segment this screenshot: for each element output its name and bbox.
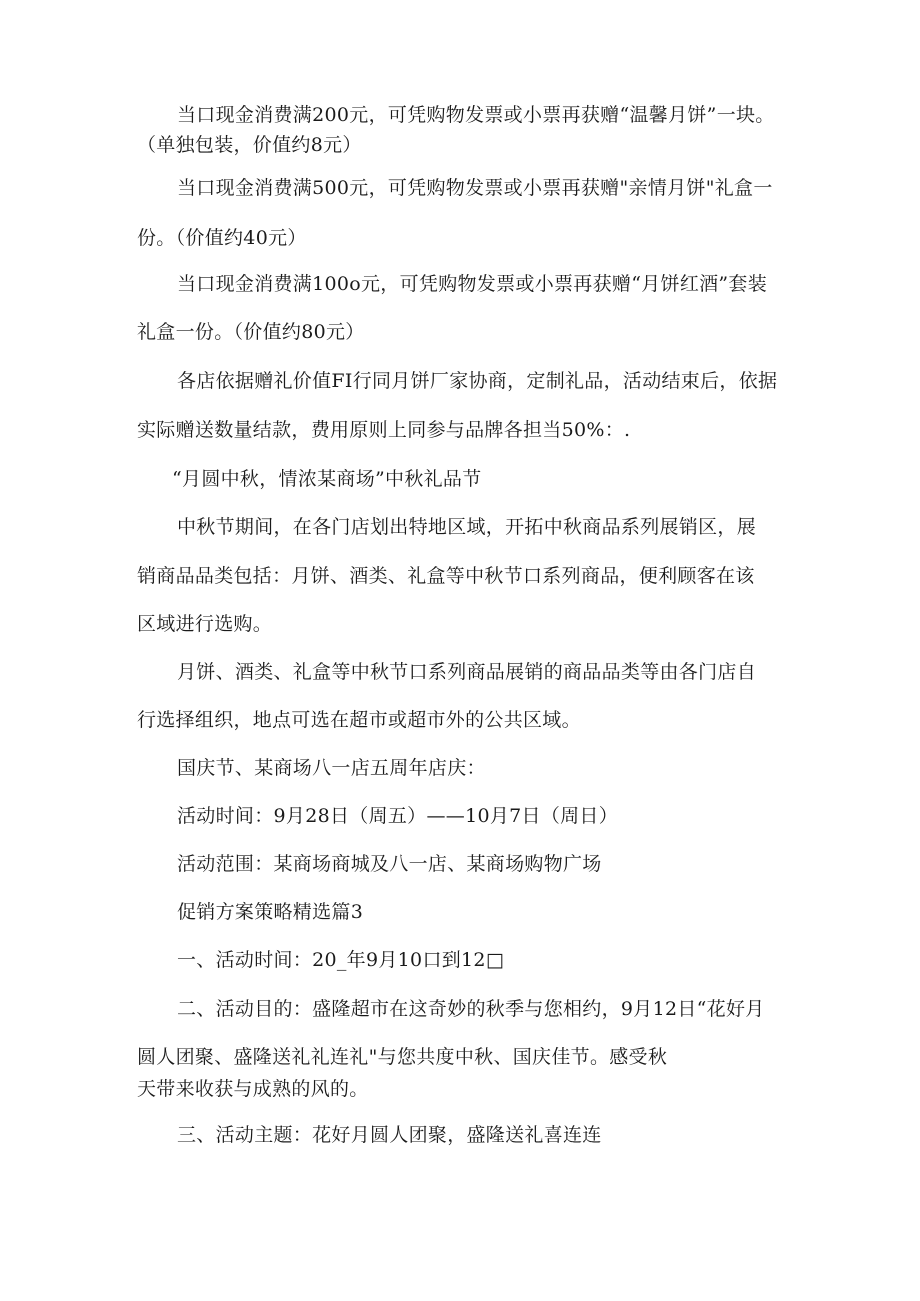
text-line: 份。（价值约40元） (137, 227, 307, 249)
text-line: 实际赠送数量结款，费用原则上同参与品牌各担当50%：. (137, 419, 631, 441)
text-line: 当口现金消费满500元，可凭购物发票或小票再获赠"亲情月饼"礼盒一 (177, 177, 773, 199)
text-line: 中秋节期间，在各门店划出特地区域，开拓中秋商品系列展销区，展 (177, 516, 757, 538)
text-line: 活动范围：某商场商城及八一店、某商场购物广场 (177, 853, 602, 875)
text-line: 圆人团聚、盛隆送礼礼连礼"与您共度中秋、国庆佳节。感受秋 (137, 1046, 668, 1068)
text-line: 当口现金消费满200元，可凭购物发票或小票再获赠“温馨月饼”一块。 (177, 104, 775, 126)
text-line: 一、活动时间：20_年9月10口到12□ (177, 949, 505, 971)
text-line: 二、活动目的：盛隆超市在这奇妙的秋季与您相约，9月12日“花好月 (177, 998, 765, 1020)
text-line: （单独包装，价值约8元） (137, 134, 362, 156)
section-heading: “月圆中秋，情浓某商场”中秋礼品节 (172, 468, 482, 490)
text-line: 礼盒一份。（价值约80元） (137, 321, 365, 343)
text-line: 活动时间：9月28日（周五）——10月7日（周日） (177, 805, 619, 827)
text-line: 行选择组织，地点可选在超市或超市外的公共区域。 (137, 709, 581, 731)
section-heading: 促销方案策略精选篇3 (177, 901, 364, 923)
text-line: 天带来收获与成熟的风的。 (137, 1078, 369, 1100)
text-line: 各店依据赠礼价值FI行同月饼厂家协商，定制礼品，活动结束后，依据 (177, 370, 778, 392)
text-line: 区域进行选购。 (137, 613, 273, 635)
text-line: 销商品品类包括：月饼、酒类、礼盒等中秋节口系列商品，便利顾客在该 (137, 565, 755, 587)
text-line: 月饼、酒类、礼盒等中秋节口系列商品展销的商品品类等由各门店自 (177, 661, 757, 683)
text-line: 当口现金消费满100o元，可凭购物发票或小票再获赠“月饼红酒”套装 (177, 273, 768, 295)
text-line: 国庆节、某商场八一店五周年店庆： (177, 757, 486, 779)
text-line: 三、活动主题：花好月圆人团聚，盛隆送礼喜连连 (177, 1124, 602, 1146)
